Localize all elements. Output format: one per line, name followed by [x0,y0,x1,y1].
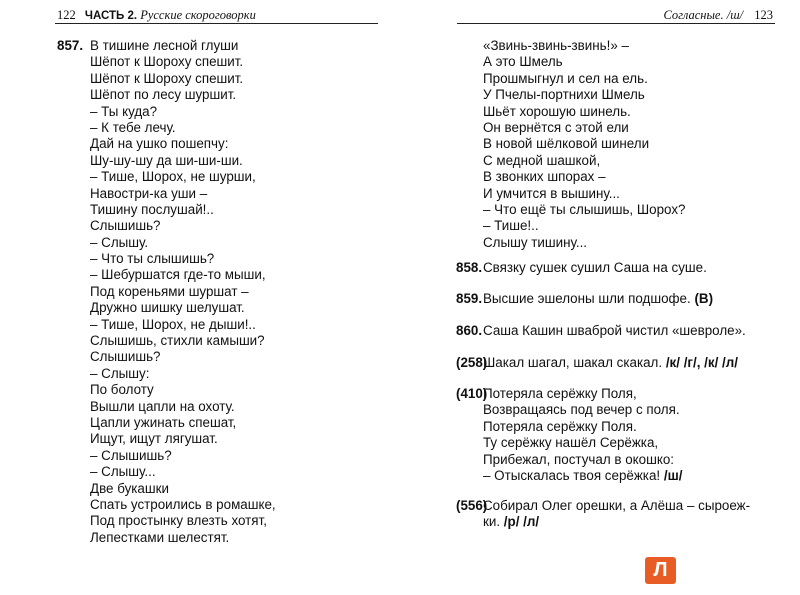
entry-text [483,260,707,276]
entry-line: Прошмыгнул и сел на ель. [483,70,648,86]
entry-line: Слышишь? [90,218,161,234]
entry-line: Слышишь, стихли камыши? [90,333,265,349]
entry-tag: /р/ /л/ [503,514,540,530]
entry-number: 860. [456,323,483,338]
entry-line: Ту серёжку нашёл Серёжка, [483,435,659,451]
entry-line: Шьёт хорошую шинель. [483,103,631,119]
entry-line: Высшие эшелоны шли подшофе. [483,291,691,306]
entry-line: Шу-шу-шу да ши-ши-ши. [90,152,243,168]
entry-line: Дружно шишку шелушат. [90,300,245,316]
entry-text [483,498,750,531]
entry-line: Под простынку влезть хотят, [90,513,267,529]
entry-line: Под кореньями шуршат – [90,283,249,299]
left-page-number: 122 [57,8,76,22]
entry-line: Собирал Олег орешки, а Алёша – сыроеж- [483,498,751,513]
entry-line: Слышу тишину... [483,234,588,250]
entry-line: Саша Кашин шваброй чистил «шевроле». [483,323,746,338]
entry-line: – Что ещё ты слышишь, Шорох? [483,201,686,217]
entry-tag: (В) [694,291,714,306]
entry-line: Потеряла серёжку Поля, [483,386,637,401]
header-rule [457,23,775,24]
entry-line: Связку сушек сушил Саша на суше. [483,260,707,275]
right-page [400,0,800,595]
entry-number: (258) [456,355,488,370]
publisher-logo-icon [645,557,676,584]
entry-line: Прибежал, постучал в окошко: [483,451,675,467]
entry-line: В новой шёлковой шинели [483,136,650,152]
publisher-logo-letter: Л [653,559,668,581]
entry-line: Слышишь? [90,349,161,365]
entry-line: Потеряла серёжку Поля. [483,418,637,434]
part-label: ЧАСТЬ 2. [84,10,138,22]
right-page-number: 123 [754,8,773,22]
entry-line: У Пчелы-портнихи Шмель [483,87,645,103]
left-page-header [57,8,256,23]
entry-line: И умчится в вышину... [483,185,620,201]
entry-line: – Слышу. [90,234,149,250]
entry-line: – Тише!.. [483,218,539,234]
entry-line: – Отыскалась твоя серёжка! [483,467,661,483]
entry-line: По болоту [90,382,154,398]
entry-line: Тишину послушай!.. [90,201,214,217]
entry-number: 859. [456,291,483,306]
entry-line: Навостри-ка уши – [90,185,208,201]
entry-line: Шёпот к Шороху спешит. [90,54,244,70]
entry-line: – Ты куда? [90,103,158,119]
header-rule [55,23,378,24]
entry-line: Возвращаясь под вечер с поля. [483,402,680,418]
entry-line: Вышли цапли на охоту. [90,398,235,414]
entry-line: – Слышу... [90,464,156,480]
entry-line: Две букашки [90,480,169,496]
entry-lines [90,38,276,546]
entry-line: – Слышу: [90,365,150,381]
entry-line: – Слышишь? [90,447,172,463]
entry-line: Цапли ужинать спешат, [90,414,237,430]
entry-line: – Тише, Шорох, не шурши, [90,169,256,185]
entry-line: Спать устроились в ромашке, [90,496,276,512]
entry-line: Лепестками шелестят. [90,529,230,545]
entry-line: – Что ты слышишь? [90,251,215,267]
sound-label: /ш/ [726,8,744,22]
entry-tag: /ш/ [663,467,683,483]
entry-line: Шакал шагал, шакал скакал. [483,355,663,370]
entry-number: 857. [57,38,84,53]
right-page-header [663,8,773,23]
entry-number: 858. [456,260,483,275]
entry-line: Ищут, ищут лягушат. [90,431,218,447]
section-label: Согласные. [663,8,724,22]
entry-line: Шёпот к Шороху спешит. [90,70,244,86]
entry-text [483,291,713,307]
entry-line: С медной шашкой, [483,152,601,168]
entry-number: (556) [456,498,488,513]
entry-line: ки. [483,514,501,530]
entry-line: – Тише, Шорох, не дыши!.. [90,316,256,332]
part-title: Русские скороговорки [140,8,256,22]
entry-line: А это Шмель [483,54,563,70]
entry-line: «Звинь-звинь-звинь!» – [483,38,629,53]
continuation-lines [483,38,685,251]
entry-line: Дай на ушко пошепчу: [90,136,229,152]
entry-line: Шёпот по лесу шуршит. [90,87,237,103]
entry-line: Он вернётся с этой ели [483,119,629,135]
entry-line: – Шебуршатся где-то мыши, [90,267,266,283]
entry-number: (410) [456,386,488,401]
entry-line: – К тебе лечу. [90,119,176,135]
entry-line: В тишине лесной глуши [90,38,239,53]
entry-text [483,323,746,339]
entry-tag: /к/ /г/, /к/ /л/ [665,355,738,370]
entry-line: В звонких шпорах – [483,169,606,185]
entry-text [483,355,738,371]
entry-text [483,386,682,484]
